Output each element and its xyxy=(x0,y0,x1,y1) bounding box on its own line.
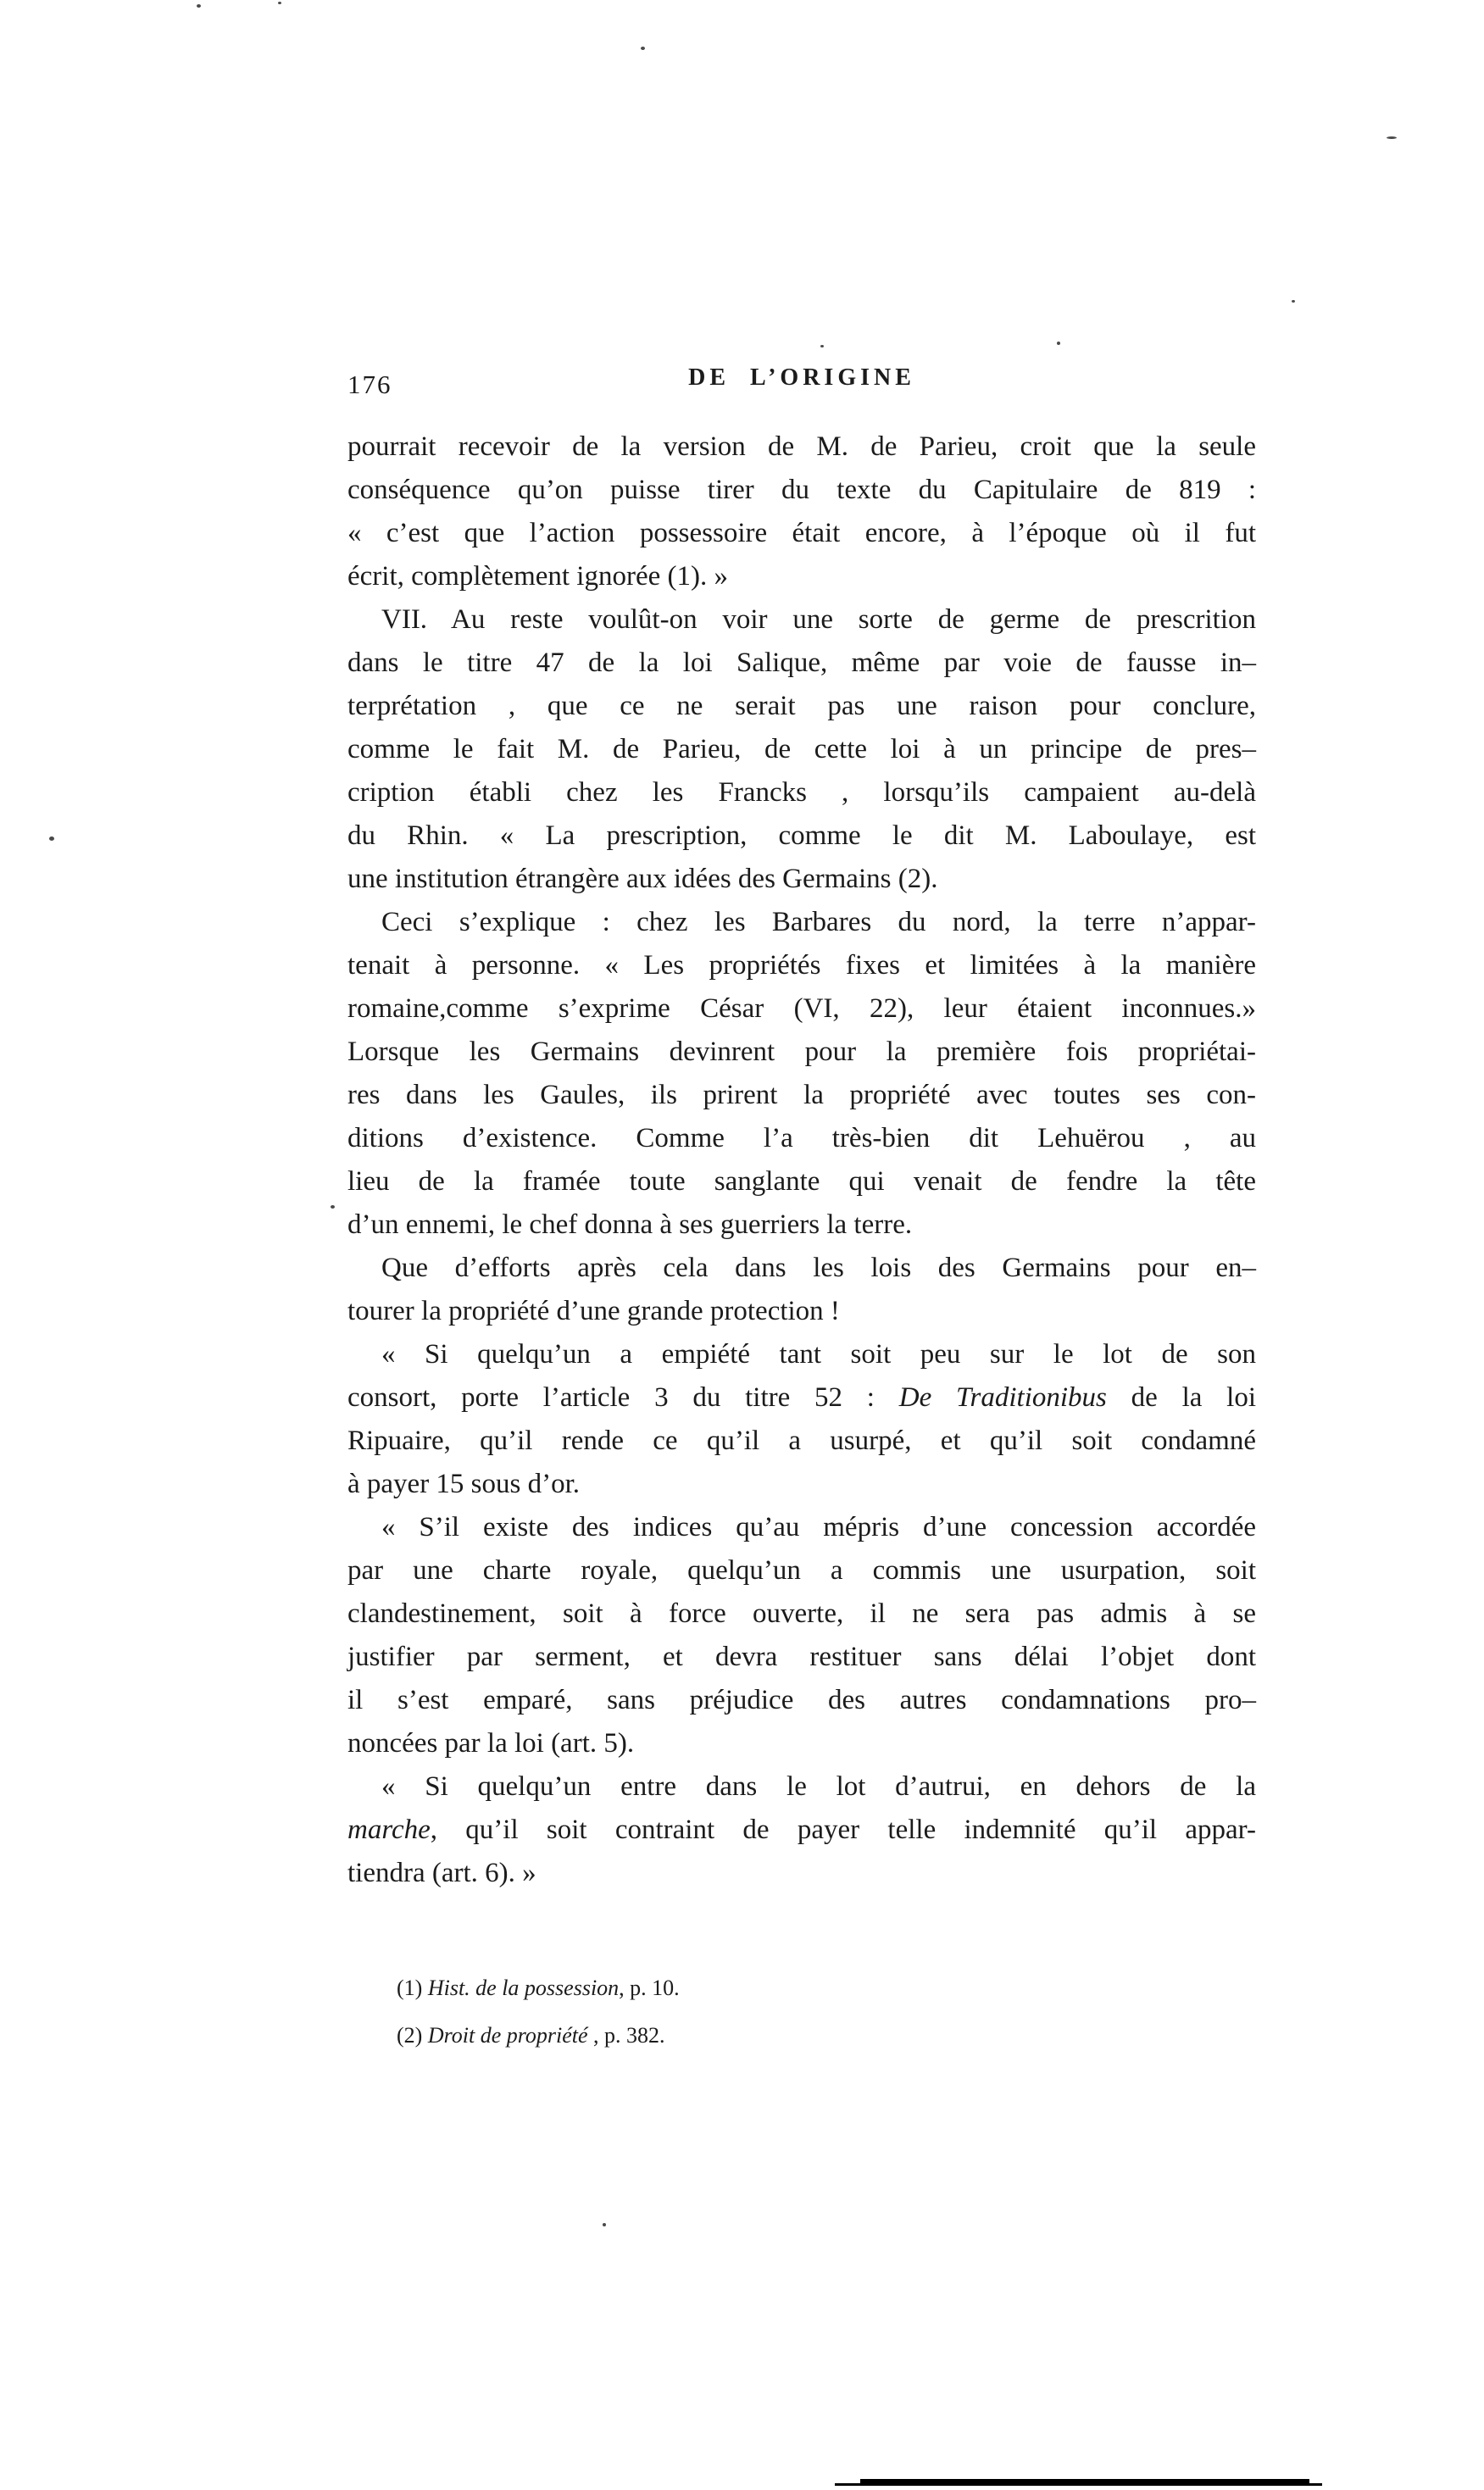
text-segment: romaine,comme s’exprime César (VI, 22), leur étaient inconnues.» xyxy=(347,993,1256,1024)
text-segment: (2) xyxy=(397,2023,428,2048)
text-segment: « Si quelqu’un entre dans le lot d’autrui, en dehors de la xyxy=(381,1771,1256,1802)
text-segment: Ceci s’explique : chez les Barbares du nord, la terre n’appar- xyxy=(381,907,1256,937)
body-line xyxy=(347,425,1256,469)
text-segment: écrit, complètement ignorée (1). » xyxy=(347,561,728,592)
text-segment: clandestinement, soit à force ouverte, il ne sera pas admis à se xyxy=(347,1598,1256,1629)
scan-speck xyxy=(1387,136,1397,139)
text-segment: « S’il existe des indices qu’au mépris d’une concession accordée xyxy=(381,1512,1256,1542)
body-line xyxy=(347,1160,1256,1203)
body-line xyxy=(347,1809,1256,1852)
text-segment: par une charte royale, quelqu’un a commis une usurpation, soit xyxy=(347,1555,1256,1586)
body-line xyxy=(347,1679,1256,1722)
text-block xyxy=(347,425,1256,1895)
text-segment: d’un ennemi, le chef donna à ses guerriers la terre. xyxy=(347,1209,913,1240)
body-line xyxy=(347,469,1256,512)
body-line xyxy=(347,1463,1256,1506)
body-line xyxy=(347,1636,1256,1679)
text-segment: tourer la propriété d’une grande protection ! xyxy=(347,1296,840,1326)
italic-text: marche xyxy=(347,1815,431,1845)
text-segment: comme le fait M. de Parieu, de cette loi à un principe de pres– xyxy=(347,734,1256,764)
text-segment: res dans les Gaules, ils prirent la propriété avec toutes ses con- xyxy=(347,1080,1256,1110)
body-line xyxy=(347,598,1256,642)
footnote xyxy=(397,1965,1244,2012)
text-segment: consort, porte l’article 3 du titre 52 : xyxy=(347,1382,899,1413)
scan-artifact-line xyxy=(835,2483,1322,2486)
scan-speck xyxy=(197,4,201,8)
body-line xyxy=(347,1420,1256,1463)
running-title: DE L’ORIGINE xyxy=(688,364,915,391)
body-line xyxy=(347,555,1256,598)
italic-text: Hist. de la possession xyxy=(427,1976,620,2000)
text-segment: (1) xyxy=(397,1976,428,2000)
scan-speck xyxy=(278,2,281,4)
body-line xyxy=(347,814,1256,858)
text-segment: , qu’il soit contraint de payer telle indemnité qu’il appar- xyxy=(430,1815,1256,1845)
body-line xyxy=(347,901,1256,944)
text-segment: lieu de la framée toute sanglante qui venait de fendre la tête xyxy=(347,1166,1256,1197)
body-line xyxy=(347,1722,1256,1765)
body-line xyxy=(347,858,1256,901)
text-segment: conséquence qu’on puisse tirer du texte du Capitulaire de 819 : xyxy=(347,475,1256,505)
body-line xyxy=(347,1333,1256,1376)
text-segment: Ripuaire, qu’il rende ce qu’il a usurpé, et qu’il soit condamné xyxy=(347,1426,1256,1456)
text-segment: du Rhin. « La prescription, comme le dit M. Laboulaye, est xyxy=(347,820,1256,851)
body-line xyxy=(347,642,1256,685)
text-segment: , p. 10. xyxy=(619,1976,680,2000)
scan-speck xyxy=(1057,342,1060,345)
body-line xyxy=(347,944,1256,987)
body-line xyxy=(347,1549,1256,1592)
scan-speck xyxy=(820,345,824,347)
text-segment: justifier par serment, et devra restituer sans délai l’objet dont xyxy=(347,1642,1256,1672)
body-line xyxy=(347,1074,1256,1117)
text-segment: VII. Au reste voulût-on voir une sorte de germe de prescrition xyxy=(381,604,1256,635)
body-line xyxy=(347,771,1256,814)
body-line xyxy=(347,1290,1256,1333)
page-number: 176 xyxy=(347,370,392,399)
text-segment: cription établi chez les Francks , lorsqu’ils campaient au-delà xyxy=(347,777,1256,808)
scan-speck xyxy=(49,836,54,841)
text-segment: pourrait recevoir de la version de M. de Parieu, croit que la seule xyxy=(347,431,1256,462)
italic-text: Droit de propriété xyxy=(427,2023,588,2048)
text-segment: dans le titre 47 de la loi Salique, même par voie de fausse in– xyxy=(347,648,1256,678)
text-segment: il s’est emparé, sans préjudice des autres condamnations pro– xyxy=(347,1685,1256,1715)
body-line xyxy=(347,1852,1256,1895)
text-segment: Que d’efforts après cela dans les lois des Germains pour en– xyxy=(381,1253,1256,1283)
body-line xyxy=(347,728,1256,771)
text-segment: de la loi xyxy=(1106,1382,1256,1413)
body-line xyxy=(347,1031,1256,1074)
body-line xyxy=(347,1765,1256,1809)
body-line xyxy=(347,1203,1256,1247)
page-header xyxy=(347,364,1256,403)
italic-text: De Traditionibus xyxy=(898,1382,1107,1413)
text-segment: terprétation , que ce ne serait pas une raison pour conclure, xyxy=(347,691,1256,721)
text-segment: Lorsque les Germains devinrent pour la première fois propriétai- xyxy=(347,1037,1256,1067)
body-line xyxy=(347,1117,1256,1160)
text-segment: « Si quelqu’un a empiété tant soit peu sur le lot de son xyxy=(381,1339,1256,1370)
text-segment: tiendra (art. 6). » xyxy=(347,1858,536,1888)
scan-speck xyxy=(641,47,645,50)
body-line xyxy=(347,1247,1256,1290)
body-line xyxy=(347,1376,1256,1420)
text-segment: noncées par la loi (art. 5). xyxy=(347,1728,635,1759)
text-segment: à payer 15 sous d’or. xyxy=(347,1469,581,1499)
scan-speck xyxy=(603,2223,606,2226)
footnote xyxy=(397,2012,1244,2059)
text-segment: « c’est que l’action possessoire était encore, à l’époque où il fut xyxy=(347,518,1256,548)
body-line xyxy=(347,685,1256,728)
body-line xyxy=(347,512,1256,555)
body-line xyxy=(347,1506,1256,1549)
body-line xyxy=(347,987,1256,1031)
body-line xyxy=(347,1592,1256,1636)
scan-speck xyxy=(1292,300,1295,303)
footnotes xyxy=(397,1965,1244,2059)
text-segment: tenait à personne. « Les propriétés fixes et limitées à la manière xyxy=(347,950,1256,981)
scan-speck xyxy=(331,1205,335,1209)
text-segment: une institution étrangère aux idées des Germains (2). xyxy=(347,864,938,894)
text-segment: , p. 382. xyxy=(587,2023,665,2048)
text-segment: ditions d’existence. Comme l’a très-bien dit Lehuërou , au xyxy=(347,1123,1256,1153)
